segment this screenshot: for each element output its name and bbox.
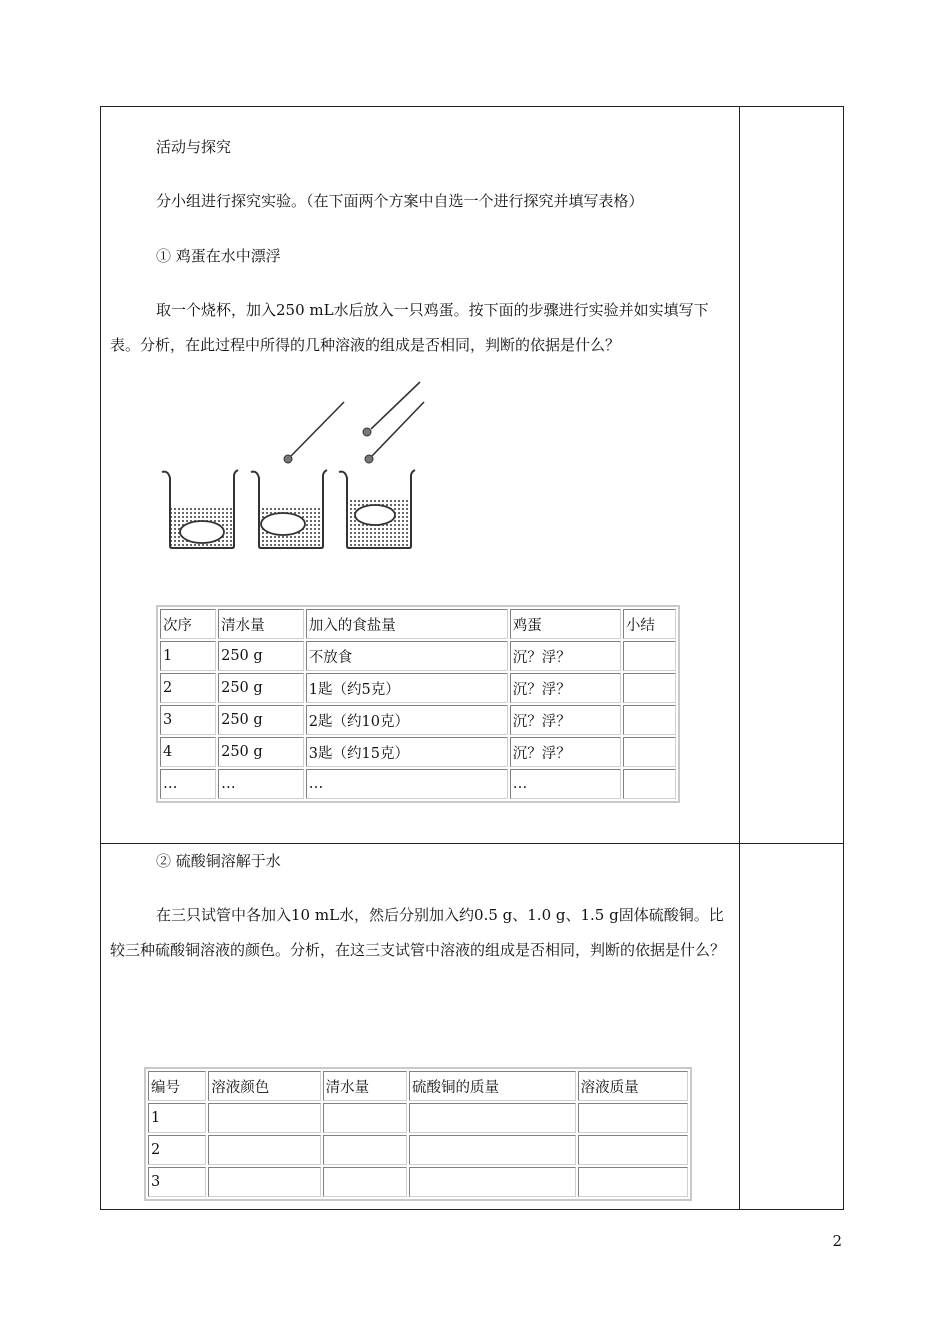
table-cell	[623, 769, 676, 799]
table-cell: 沉？浮？	[510, 641, 621, 671]
table-cell	[623, 641, 676, 671]
egg-experiment-table	[156, 605, 680, 803]
header-cell: 清水量	[323, 1071, 407, 1101]
table-row	[148, 1167, 688, 1197]
table-cell	[323, 1135, 407, 1165]
table-row	[160, 737, 676, 767]
table-cell	[323, 1103, 407, 1133]
header-cell: 编号	[148, 1071, 206, 1101]
table-cell: 1	[160, 641, 216, 671]
header-cell: 小结	[623, 609, 676, 639]
table-cell	[623, 705, 676, 735]
table-cell	[578, 1167, 688, 1197]
table-row	[160, 641, 676, 671]
header-cell: 次序	[160, 609, 216, 639]
table-header-row	[160, 609, 676, 639]
table-cell: 2匙（约10克）	[306, 705, 508, 735]
header-cell: 鸡蛋	[510, 609, 621, 639]
table-cell	[578, 1135, 688, 1165]
table-cell	[323, 1167, 407, 1197]
frame-row-divider	[100, 843, 844, 844]
frame-column-divider	[739, 106, 740, 1210]
table-cell	[409, 1135, 576, 1165]
table-cell	[208, 1135, 320, 1165]
table-cell: 沉？浮？	[510, 705, 621, 735]
table-cell: 不放食	[306, 641, 508, 671]
header-cell: 硫酸铜的质量	[409, 1071, 576, 1101]
header-cell: 溶液颜色	[208, 1071, 320, 1101]
table-cell: …	[510, 769, 621, 799]
table-cell: 沉？浮？	[510, 673, 621, 703]
table-cell: 1	[148, 1103, 206, 1133]
experiment-2-title: ② 硫酸铜溶解于水	[156, 852, 281, 870]
table-cell: 2	[148, 1135, 206, 1165]
table-cell: 3	[148, 1167, 206, 1197]
table-cell: 1匙（约5克）	[306, 673, 508, 703]
table-row	[148, 1103, 688, 1133]
section-heading: 活动与探究	[156, 138, 232, 156]
experiment-1-description: 取一个烧杯，加入250 mL水后放入一只鸡蛋。按下面的步骤进行实验并如实填写下表。分析，在此过程中所得的几种溶液的组成是否相同，判断的依据是什么？	[110, 301, 709, 354]
table-cell	[623, 673, 676, 703]
table-row	[148, 1135, 688, 1165]
table-row	[160, 705, 676, 735]
beaker-3	[339, 382, 424, 548]
table-cell: 2	[160, 673, 216, 703]
table-cell	[208, 1167, 320, 1197]
beaker-1	[162, 470, 238, 548]
header-cell: 溶液质量	[578, 1071, 688, 1101]
table-cell: 250 g	[218, 705, 304, 735]
table-cell	[623, 737, 676, 767]
table-cell	[409, 1103, 576, 1133]
copper-sulfate-table	[144, 1067, 692, 1201]
header-cell: 清水量	[218, 609, 304, 639]
table-cell: 3	[160, 705, 216, 735]
beaker-2	[251, 402, 344, 548]
table-cell	[208, 1103, 320, 1133]
table-cell: 250 g	[218, 641, 304, 671]
table-cell	[409, 1167, 576, 1197]
table-row	[160, 673, 676, 703]
table-cell: …	[160, 769, 216, 799]
table-cell: 250 g	[218, 673, 304, 703]
table-cell	[578, 1103, 688, 1133]
experiment-2-description: 在三只试管中各加入10 mL水，然后分别加入约0.5 g、1.0 g、1.5 g固体硫酸铜。比较三种硫酸铜溶液的颜色。分析，在这三支试管中溶液的组成是否相同，判断的依据是什么？	[110, 906, 726, 959]
table-row	[160, 769, 676, 799]
table-header-row	[148, 1071, 688, 1101]
table-cell: …	[306, 769, 508, 799]
page-number: 2	[832, 1232, 842, 1250]
experiment-1-title: ① 鸡蛋在水中漂浮	[156, 247, 281, 265]
table-cell: 3匙（约15克）	[306, 737, 508, 767]
beakers-illustration	[158, 380, 448, 560]
table-cell: 4	[160, 737, 216, 767]
table-cell: 250 g	[218, 737, 304, 767]
header-cell: 加入的食盐量	[306, 609, 508, 639]
section-intro: 分小组进行探究实验。（在下面两个方案中自选一个进行探究并填写表格）	[156, 192, 644, 210]
table-cell: …	[218, 769, 304, 799]
table-cell: 沉？浮？	[510, 737, 621, 767]
